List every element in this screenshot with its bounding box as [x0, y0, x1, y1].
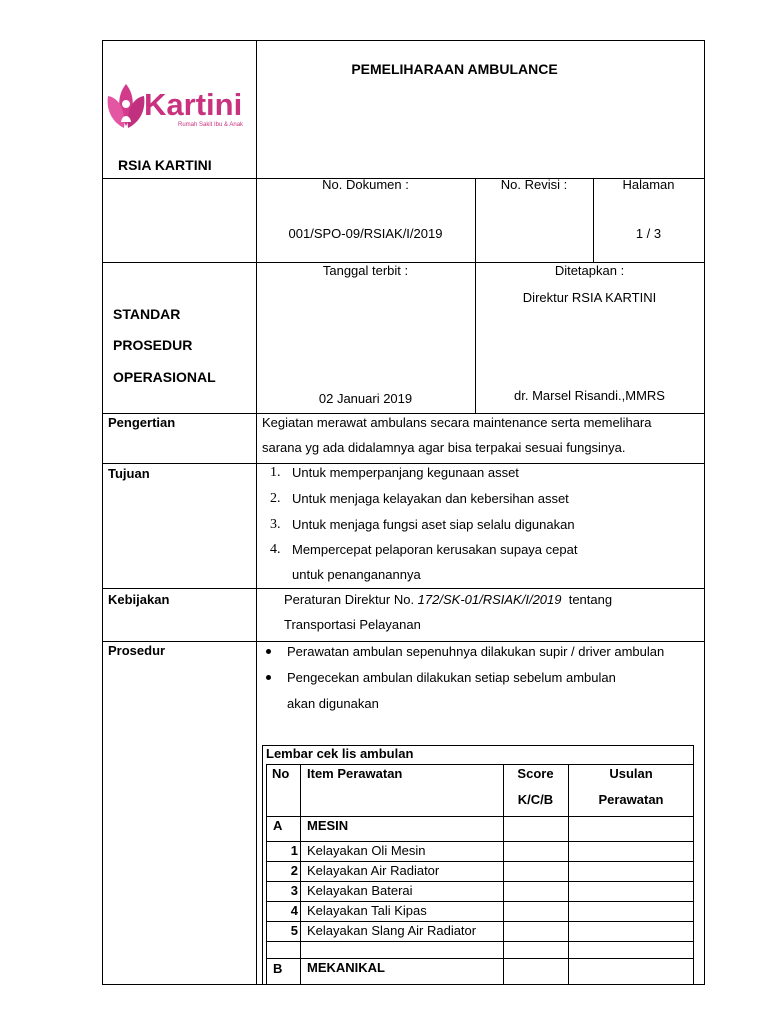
tujuan-item-4: Mempercepat pelaporan kerusakan supaya cepat: [292, 542, 578, 557]
col-header-item: Item Perawatan: [307, 766, 403, 781]
tujuan-label: Tujuan: [108, 466, 150, 481]
tujuan-item-3: Untuk menjaga fungsi aset siap selalu digunakan: [292, 517, 575, 532]
prosedur-label: Prosedur: [108, 643, 166, 658]
kartini-logo: [104, 82, 256, 138]
table-row-no: 1: [290, 843, 298, 858]
tujuan-num-3: 3.: [270, 517, 281, 532]
kebijakan-ref: 172/SK-01/RSIAK/I/2019: [417, 592, 562, 607]
table-row-item: Kelayakan Air Radiator: [307, 863, 440, 878]
table-row-no: 4: [290, 903, 298, 918]
table-row-item: Kelayakan Baterai: [307, 883, 413, 898]
table-row-item: Kelayakan Tali Kipas: [307, 903, 427, 918]
no-dokumen-value: 001/SPO-09/RSIAK/I/2019: [288, 226, 443, 241]
tanggal-terbit-label: Tanggal terbit :: [322, 263, 409, 278]
ditetapkan-label: Ditetapkan :: [554, 263, 625, 278]
kebijakan-label: Kebijakan: [108, 592, 170, 607]
no-dokumen-label: No. Dokumen :: [322, 177, 409, 192]
pengertian-line-1: Kegiatan merawat ambulans secara maintenance serta memelihara: [262, 415, 652, 430]
kebijakan-line-1: [284, 592, 612, 608]
signatory-name: dr. Marsel Risandi.,MMRS: [514, 388, 665, 403]
col-header-no: No: [272, 766, 290, 781]
pengertian-line-2: sarana yg ada didalamnya agar bisa terpakai sesuai fungsinya.: [262, 440, 626, 455]
col-header-score: Score: [517, 766, 554, 781]
kebijakan-line-2: Transportasi Pelayanan: [284, 617, 421, 632]
table-row-no: 2: [290, 863, 298, 878]
prosedur-bullet-2-continuation: akan digunakan: [287, 696, 379, 711]
tujuan-item-2: Untuk menjaga kelayakan dan kebersihan asset: [292, 491, 569, 506]
tujuan-item-4-continuation: untuk penanganannya: [292, 567, 421, 582]
kebijakan-prefix: Peraturan Direktur No.: [284, 592, 418, 607]
bullet-icon: [266, 649, 271, 654]
table-row-no: 3: [290, 883, 298, 898]
section-a-code: A: [273, 818, 283, 833]
tujuan-num-2: 2.: [270, 491, 281, 506]
sop-line-prosedur: PROSEDUR: [113, 337, 193, 353]
tujuan-item-1: Untuk memperpanjang kegunaan asset: [292, 465, 519, 480]
logo-subtext: Rumah Sakit Ibu & Anak: [178, 122, 244, 128]
table-row-item: Kelayakan Slang Air Radiator: [307, 923, 477, 938]
tujuan-num-4: 4.: [270, 542, 281, 557]
halaman-value: 1 / 3: [635, 226, 662, 241]
table-row-no: 5: [290, 923, 298, 938]
hospital-name: RSIA KARTINI: [118, 157, 212, 173]
col-header-usulan: Usulan: [609, 766, 653, 781]
kebijakan-suffix: tentang: [561, 592, 613, 607]
pengertian-label: Pengertian: [108, 415, 176, 430]
col-header-score-scale: K/C/B: [517, 792, 554, 807]
section-a-name: MESIN: [307, 818, 349, 833]
sop-line-operasional: OPERASIONAL: [113, 369, 216, 385]
sop-line-standar: STANDAR: [113, 306, 181, 322]
col-header-perawatan: Perawatan: [598, 792, 664, 807]
section-b-name: MEKANIKAL: [307, 960, 385, 975]
lotus-logo-icon: [104, 82, 148, 134]
table-row-item: Kelayakan Oli Mesin: [307, 843, 426, 858]
page-title: PEMELIHARAAN AMBULANCE: [351, 61, 558, 77]
no-revisi-label: No. Revisi :: [500, 177, 568, 192]
prosedur-bullet-1: Perawatan ambulan sepenuhnya dilakukan supir / driver ambulan: [287, 644, 665, 659]
ditetapkan-by: Direktur RSIA KARTINI: [522, 290, 657, 305]
prosedur-bullet-2: Pengecekan ambulan dilakukan setiap sebelum ambulan: [287, 670, 616, 685]
tujuan-num-1: 1.: [270, 465, 281, 480]
bullet-icon: [266, 675, 271, 680]
checklist-title: Lembar cek lis ambulan: [266, 746, 414, 761]
tanggal-terbit-value: 02 Januari 2019: [318, 391, 413, 406]
logo-wordmark: Kartini: [144, 87, 243, 122]
halaman-label: Halaman: [622, 177, 675, 192]
section-b-code: B: [273, 961, 283, 976]
